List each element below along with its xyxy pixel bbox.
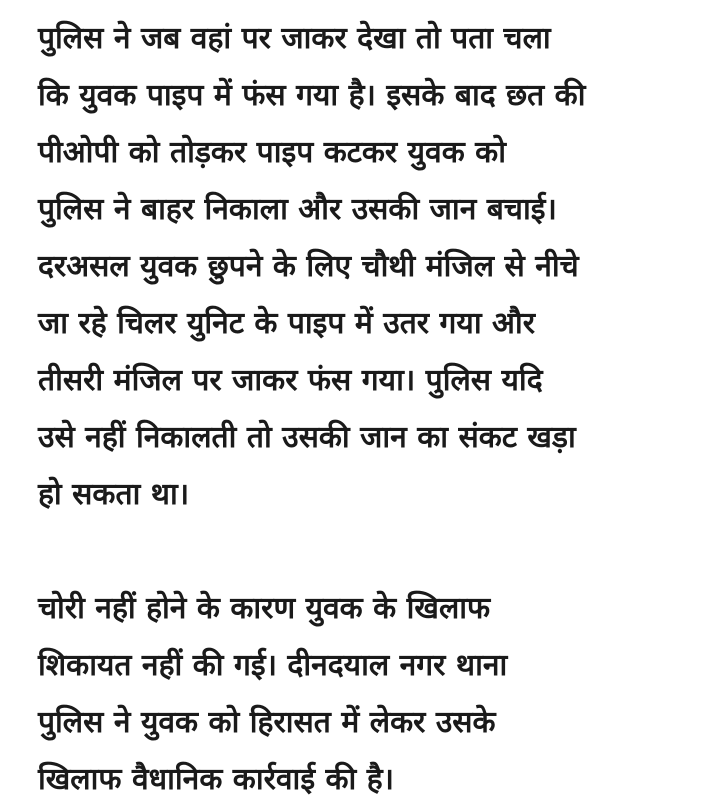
paragraph-spacer bbox=[38, 523, 708, 580]
paragraph-2 bbox=[38, 580, 708, 808]
text-line: चोरी नहीं होने के कारण युवक के खिलाफ bbox=[38, 591, 491, 626]
text-line: कि युवक पाइप में फंस गया है। इसके बाद छत की bbox=[38, 78, 586, 113]
article-body bbox=[38, 10, 708, 808]
text-line: शिकायत नहीं की गई। दीनदयाल नगर थाना bbox=[38, 648, 508, 683]
text-line: खिलाफ वैधानिक कार्रवाई की है। bbox=[38, 762, 395, 797]
text-line: जा रहे चिलर युनिट के पाइप में उतर गया और bbox=[38, 306, 535, 341]
text-line: पुलिस ने युवक को हिरासत में लेकर उसके bbox=[38, 705, 496, 740]
text-line: तीसरी मंजिल पर जाकर फंस गया। पुलिस यदि bbox=[38, 363, 543, 398]
text-line: उसे नहीं निकालती तो उसकी जान का संकट खड़ा bbox=[38, 420, 576, 455]
text-line: हो सकता था। bbox=[38, 477, 190, 512]
text-line: पुलिस ने जब वहां पर जाकर देखा तो पता चला bbox=[38, 21, 551, 56]
text-line: पीओपी को तोड़कर पाइप कटकर युवक को bbox=[38, 135, 506, 170]
text-line: दरअसल युवक छुपने के लिए चौथी मंजिल से नीचे bbox=[38, 249, 579, 284]
text-line: पुलिस ने बाहर निकाला और उसकी जान बचाई। bbox=[38, 192, 557, 227]
paragraph-1 bbox=[38, 10, 708, 523]
